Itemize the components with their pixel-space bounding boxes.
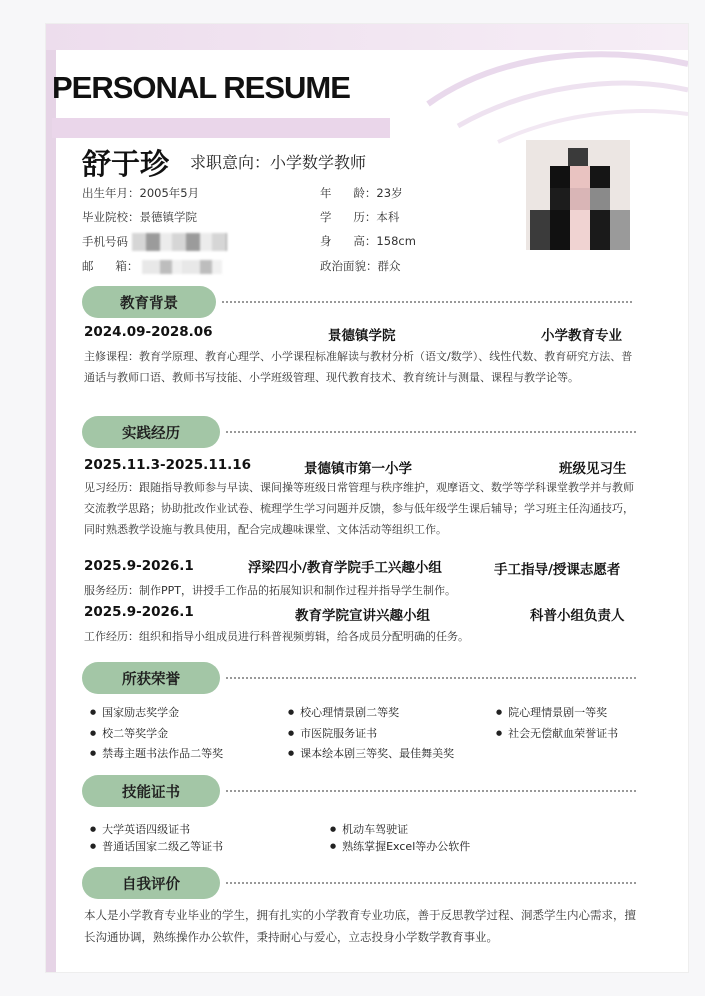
phone-info (82, 233, 227, 251)
section-divider (226, 790, 636, 792)
section-practice-heading: 实践经历 (82, 416, 220, 448)
honor-item: ● 院心理情景剧一等奖 (496, 704, 607, 720)
resume-title: PERSONAL RESUME (52, 70, 350, 105)
job-objective: 求职意向：小学数学教师 (190, 153, 367, 172)
honor-item: ● 禁毒主题书法作品二等奖 (90, 745, 223, 761)
practice-period: 2025.11.3-2025.11.16 (84, 457, 252, 473)
education-info: 学 历：本科 (320, 210, 400, 224)
left-decor-bar (46, 24, 56, 972)
practice-org: 教育学院宣讲兴趣小组 (295, 608, 430, 624)
practice-org: 景德镇市第一小学 (304, 461, 412, 477)
honor-item: ● 国家励志奖学金 (90, 704, 179, 720)
swirl-decoration (388, 34, 688, 154)
education-major: 小学教育专业 (541, 328, 622, 344)
practice-org: 浮梁四小/教育学院手工兴趣小组 (248, 560, 442, 576)
practice-role: 手工指导/授课志愿者 (494, 562, 621, 578)
title-underline-band (52, 118, 390, 138)
section-skills-heading: 技能证书 (82, 775, 220, 807)
education-school: 景德镇学院 (328, 328, 396, 344)
skill-item: ● 熟练掌握Excel等办公软件 (330, 838, 470, 854)
email-label: 邮 箱： (82, 259, 139, 273)
politics-info: 政治面貌：群众 (320, 259, 401, 273)
skill-item: ● 机动车驾驶证 (330, 821, 408, 837)
section-education-heading: 教育背景 (82, 286, 216, 318)
section-self-heading: 自我评价 (82, 867, 220, 899)
section-honors-heading: 所获荣誉 (82, 662, 220, 694)
honor-item: ● 校心理情景剧二等奖 (288, 704, 399, 720)
birth-info: 出生年月：2005年5月 (82, 186, 200, 200)
candidate-name: 舒于珍 (82, 147, 170, 181)
practice-desc: 服务经历：制作PPT，讲授手工作品的拓展知识和制作过程并指导学生制作。 (84, 584, 456, 597)
honor-item: ● 市医院服务证书 (288, 725, 377, 741)
practice-desc: 见习经历：跟随指导教师参与早读、课间操等班级日常管理与秩序维护，观摩语文、数学等学科课堂教学并与教师交流教学思路；协助批改作业试卷、梳理学生学习问题并反馈，参与低年级学生课后辅导；学习班主任沟通技巧，同时熟悉教学设施与教具使用，配合完成趣味课堂、文体活动等组织工作。 (84, 481, 634, 536)
practice-desc: 工作经历：组织和指导小组成员进行科普视频剪辑，给各成员分配明确的任务。 (84, 630, 469, 643)
practice-period: 2025.9-2026.1 (84, 604, 194, 620)
section-divider (226, 882, 636, 884)
honor-item: ● 校二等奖学金 (90, 725, 168, 741)
practice-role: 科普小组负责人 (530, 608, 625, 624)
honor-item: ● 社会无偿献血荣誉证书 (496, 725, 618, 741)
section-divider (226, 431, 636, 433)
practice-period: 2025.9-2026.1 (84, 558, 194, 574)
email-info (82, 258, 222, 274)
resume-paper (46, 24, 688, 972)
education-period: 2024.09-2028.06 (84, 324, 213, 340)
skill-item: ● 大学英语四级证书 (90, 821, 190, 837)
school-info: 毕业院校：景德镇学院 (82, 210, 197, 224)
section-divider (222, 301, 632, 303)
phone-redacted (132, 233, 227, 251)
section-divider (226, 677, 636, 679)
phone-label: 手机号码 (82, 234, 128, 249)
email-redacted (142, 260, 222, 274)
honor-item: ● 课本绘本剧三等奖、最佳舞美奖 (288, 745, 454, 761)
profile-photo-pixelated (526, 140, 630, 250)
education-courses: 主修课程：教育学原理、教育心理学、小学课程标准解读与教材分析（语文/数学）、线性代数、教育研究方法、普通话与教师口语、教师书写技能、小学班级管理、现代教育技术、教育统计与测量、课程与教学论等。 (84, 350, 633, 384)
practice-role: 班级见习生 (559, 461, 627, 477)
self-evaluation-text: 本人是小学教育专业毕业的学生，拥有扎实的小学教育专业功底，善于反思教学过程、洞悉学生内心需求，擅长沟通协调，熟练操作办公软件，秉持耐心与爱心，立志投身小学数学教育事业。 (84, 908, 636, 944)
height-info: 身 高：158cm (320, 234, 416, 248)
skill-item: ● 普通话国家二级乙等证书 (90, 838, 223, 854)
age-info: 年 龄：23岁 (320, 186, 403, 200)
